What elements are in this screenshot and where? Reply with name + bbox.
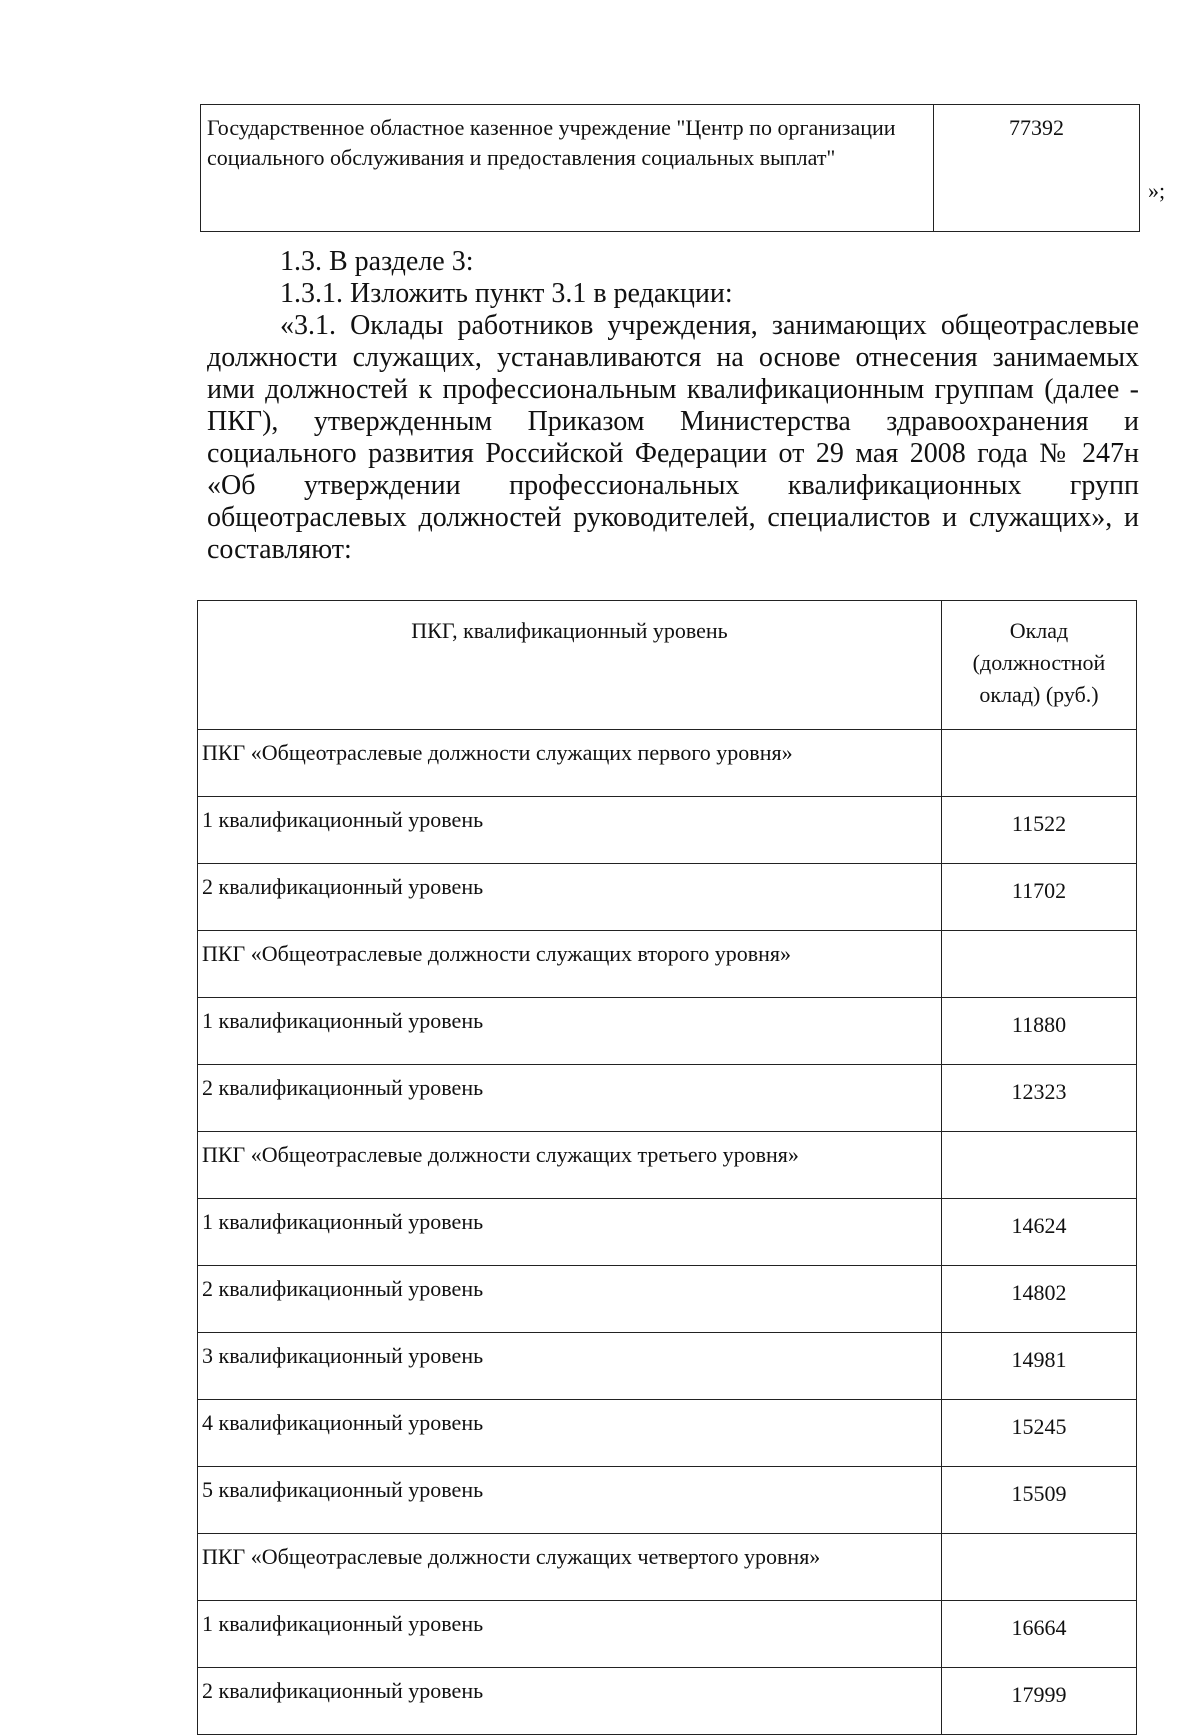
row-qualification: ПКГ «Общеотраслевые должности служащих первого уровня» xyxy=(198,730,942,797)
header-salary: Оклад (должностной оклад) (руб.) xyxy=(942,601,1137,730)
table-row xyxy=(198,1467,1137,1534)
row-salary: 14981 xyxy=(942,1333,1137,1400)
paragraph-main: «3.1. Оклады работников учреждения, занимающих общеотраслевые должности служащих, устанавливаются на основе отнесения занимаемых ими должностей к профессиональным квалификационным группам (далее - ПКГ), утвержденным Приказом Министерства здравоохранения и социального развития Российской Федерации от 29 мая 2008 года № 247н «Об утверждении профессиональных квалификационных групп общеотраслевых должностей руководителей, специалистов и служащих», и xyxy=(207,310,1139,533)
row-qualification: 2 квалификационный уровень xyxy=(198,1668,942,1735)
row-salary: 11522 xyxy=(942,797,1137,864)
organization-row xyxy=(201,105,1140,232)
body-text xyxy=(207,246,1139,566)
table-row xyxy=(198,931,1137,998)
row-salary: 14624 xyxy=(942,1199,1137,1266)
table-row xyxy=(198,1065,1137,1132)
row-salary: 14802 xyxy=(942,1266,1137,1333)
row-qualification: 1 квалификационный уровень xyxy=(198,998,942,1065)
row-qualification: 3 квалификационный уровень xyxy=(198,1333,942,1400)
table-row xyxy=(198,730,1137,797)
table-row xyxy=(198,1400,1137,1467)
row-qualification: 1 квалификационный уровень xyxy=(198,1601,942,1668)
organization-name: Государственное областное казенное учреждение "Центр по организации социального обслуживания и предоставления социальных выплат" xyxy=(201,105,934,232)
row-salary: 12323 xyxy=(942,1065,1137,1132)
paragraph-main-end: составляют: xyxy=(207,534,352,565)
table-row xyxy=(198,998,1137,1065)
table-row xyxy=(198,864,1137,931)
row-qualification: ПКГ «Общеотраслевые должности служащих четвертого уровня» xyxy=(198,1534,942,1601)
row-qualification: 1 квалификационный уровень xyxy=(198,1199,942,1266)
row-qualification: ПКГ «Общеотраслевые должности служащих второго уровня» xyxy=(198,931,942,998)
row-qualification: 1 квалификационный уровень xyxy=(198,797,942,864)
table-header-row xyxy=(198,601,1137,730)
table-row xyxy=(198,1132,1137,1199)
table-row xyxy=(198,1266,1137,1333)
closing-quote: »; xyxy=(1148,178,1166,203)
header-qualification: ПКГ, квалификационный уровень xyxy=(198,601,942,730)
row-qualification: ПКГ «Общеотраслевые должности служащих третьего уровня» xyxy=(198,1132,942,1199)
row-salary xyxy=(942,1132,1137,1199)
paragraph-subsection: 1.3.1. Изложить пункт 3.1 в редакции: xyxy=(280,278,733,309)
organization-value: 77392 xyxy=(934,105,1140,232)
table-row xyxy=(198,1668,1137,1735)
row-salary: 17999 xyxy=(942,1668,1137,1735)
row-qualification: 2 квалификационный уровень xyxy=(198,864,942,931)
table-row xyxy=(198,797,1137,864)
organization-table xyxy=(200,104,1140,232)
row-qualification: 2 квалификационный уровень xyxy=(198,1266,942,1333)
row-salary: 16664 xyxy=(942,1601,1137,1668)
table-row xyxy=(198,1333,1137,1400)
row-qualification: 4 квалификационный уровень xyxy=(198,1400,942,1467)
row-salary xyxy=(942,1534,1137,1601)
row-salary: 15245 xyxy=(942,1400,1137,1467)
row-salary: 11880 xyxy=(942,998,1137,1065)
row-salary xyxy=(942,730,1137,797)
row-salary: 11702 xyxy=(942,864,1137,931)
salary-table xyxy=(197,600,1137,1735)
row-salary: 15509 xyxy=(942,1467,1137,1534)
table-row xyxy=(198,1199,1137,1266)
row-qualification: 5 квалификационный уровень xyxy=(198,1467,942,1534)
table-row xyxy=(198,1601,1137,1668)
paragraph-section: 1.3. В разделе 3: xyxy=(280,246,474,277)
table-row xyxy=(198,1534,1137,1601)
row-qualification: 2 квалификационный уровень xyxy=(198,1065,942,1132)
row-salary xyxy=(942,931,1137,998)
